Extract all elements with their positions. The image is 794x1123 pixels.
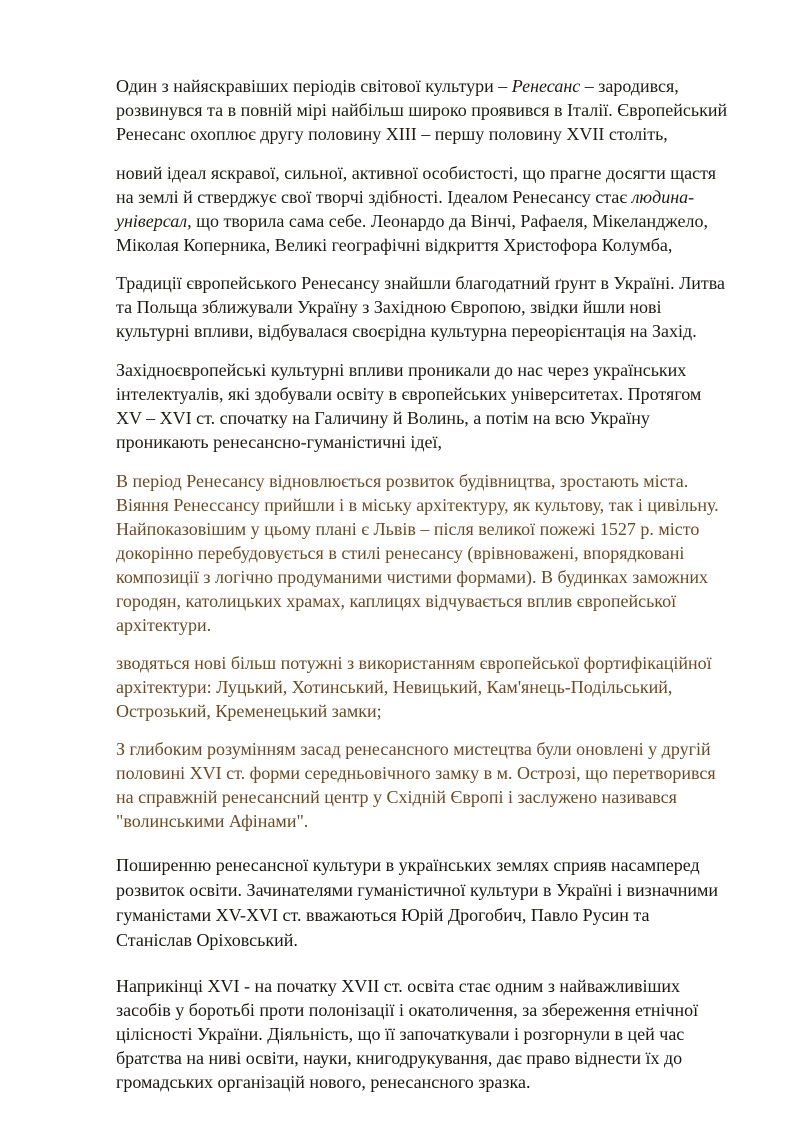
paragraph-education-humanists: Поширенню ренесансної культури в українських землях сприяв насамперед розвиток освіти. Зачинателями гуманістичної культури в Україні і визначними гуманістами XV-XVI ст. вважаються Юрій Дрогобич, Павло Русин та Станіслав Оріховський. <box>116 855 719 950</box>
paragraph-brotherhoods: Наприкінці XVI - на початку XVII ст. освіта стає одним з найважливіших засобів у боротьбі проти полонізації і окатоличення, за збереження етнічної цілісності України. Діяльність, що її започаткували і розгорнули в цей час братства на ниві освіти, науки, книгодрукування, дає право віднести їх до громадських організацій нового, ренесансного зразка. <box>116 976 699 1092</box>
document-page <box>116 74 728 1094</box>
paragraph-renaissance-intro <box>116 74 728 146</box>
emphasis-renaissance: Ренесанс <box>511 76 581 96</box>
paragraph-text: – зародився, розвинувся та в повній мірі найбільш широко проявився в Італії. Європейський Ренесанс охоплює другу половину ХІІІ – першу половину XVII століть, <box>116 76 728 144</box>
emphasis-universal-man: людина-універсал, <box>116 187 695 231</box>
paragraph-text: Один з найяскравіших періодів світової культури – <box>116 76 512 96</box>
paragraph-ostroh-castle: З глибоким розумінням засад ренесансного мистецтва були оновлені у другій половині XVI ст. форми середньовічного замку в м. Острозі, що перетворився на справжній ренесансний центр у Східній Європі і заслужено називався "волинськими Афінами". <box>116 739 716 831</box>
paragraph-text: що творила сама себе. Леонардо да Вінчі, Рафаеля, Мікеланджело, Міколая Коперника, Великі географічні відкриття Христофора Колумба, <box>116 211 708 255</box>
paragraph-western-influence: Західноєвропейські культурні впливи проникали до нас через українських інтелектуалів, які здобували освіту в європейських університетах. Протягом XV – XVI ст. спочатку на Галичину й Волинь, а потім на всю Україну проникають ренесансно-гуманістичні ідеї, <box>116 360 702 452</box>
paragraph-fortification-castles: зводяться нові більш потужні з використанням європейської фортифікаційної архітектури: Луцький, Хотинський, Невицький, Кам'янець-Подільський, Острозький, Кременецький замки; <box>116 653 712 721</box>
paragraph-traditions-ukraine: Традиції європейського Ренесансу знайшли благодатний ґрунт в Україні. Литва та Польща зближували Україну з Західною Європою, звідки йшли нові культурні впливи, відбувалася своєрідна культурна переорієнтація на Захід. <box>116 273 726 341</box>
paragraph-architecture-lviv: В період Ренесансу відновлюється розвиток будівництва, зростають міста. Віяння Ренессансу прийшли і в міську архітектуру, як культову, так і цивільну. Найпоказовішим у цьому плані є Львів – після великої пожежі 1527 р. місто докорінно перебудовується в стилі ренесансу (врівноважені, впорядковані композиції з логічно продуманими чистими формами). В будинках заможних городян, католицьких храмах, каплицях відчувається вплив європейської архітектури. <box>116 471 719 635</box>
paragraph-text: новий ідеал яскравої, сильної, активної особистості, що прагне досягти щастя на землі й стверджує свої творчі здібності. Ідеалом Ренесансу стає <box>116 163 716 207</box>
paragraph-new-ideal <box>116 161 728 257</box>
